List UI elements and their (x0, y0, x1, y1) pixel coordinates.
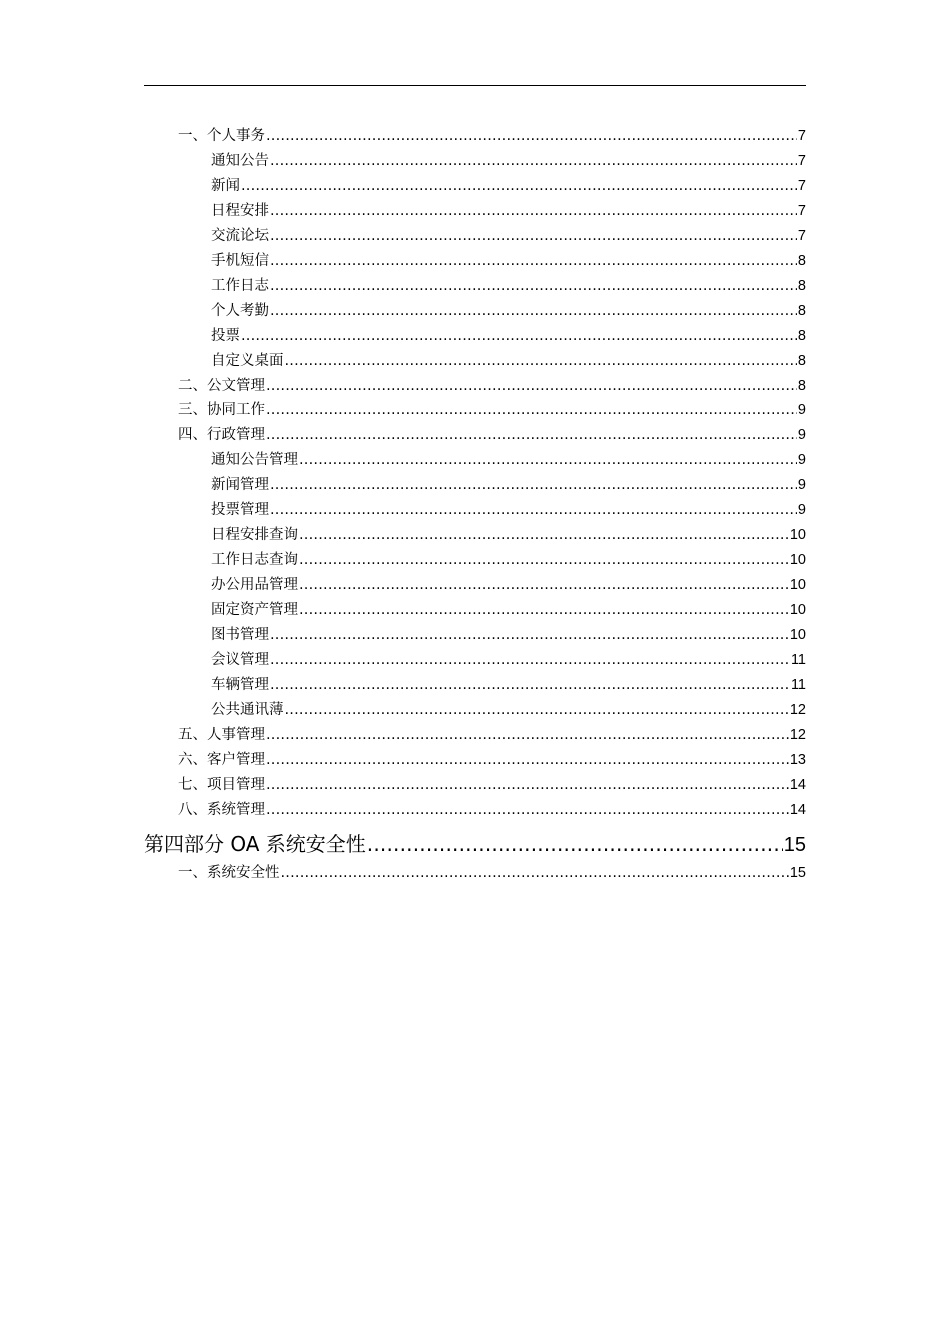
toc-section-entry[interactable] (178, 423, 806, 448)
toc-dot-leader (266, 748, 789, 773)
toc-page-number: 13 (789, 751, 806, 768)
header-rule (144, 85, 806, 86)
toc-dot-leader (270, 249, 797, 274)
toc-entry-label: 交流论坛 (211, 227, 269, 244)
toc-page-number: 7 (797, 227, 806, 244)
toc-entry-label: 通知公告管理 (211, 452, 298, 469)
toc-page-number: 15 (789, 864, 806, 881)
toc-subsection-entry[interactable] (211, 324, 806, 349)
toc-entry-label: 工作日志查询 (211, 552, 298, 569)
toc-dot-leader (241, 174, 797, 199)
toc-page-number: 8 (797, 377, 806, 394)
toc-dot-leader (266, 423, 797, 448)
toc-section-entry[interactable] (178, 798, 806, 823)
toc-entry-label: 第四部分 OA 系统安全性 (144, 831, 366, 856)
toc-entry-label: 八、系统管理 (178, 801, 265, 818)
toc-subsection-entry[interactable] (211, 523, 806, 548)
toc-subsection-entry[interactable] (211, 673, 806, 698)
toc-page-number: 9 (797, 452, 806, 469)
toc-dot-leader (299, 573, 789, 598)
toc-subsection-entry[interactable] (211, 573, 806, 598)
toc-page-number: 8 (797, 327, 806, 344)
toc-entry-label: 公共通讯薄 (211, 701, 284, 718)
toc-entry-label: 手机短信 (211, 252, 269, 269)
toc-section-entry[interactable] (178, 374, 806, 399)
toc-page-number: 8 (797, 302, 806, 319)
toc-subsection-entry[interactable] (211, 698, 806, 723)
toc-page-number: 12 (789, 701, 806, 718)
toc-section-entry[interactable] (178, 773, 806, 798)
toc-page-number: 8 (797, 252, 806, 269)
toc-dot-leader (270, 648, 790, 673)
toc-page-number: 7 (797, 152, 806, 169)
toc-dot-leader (270, 623, 789, 648)
toc-subsection-entry[interactable] (211, 149, 806, 174)
toc-dot-leader (367, 827, 783, 861)
toc-dot-leader (270, 473, 797, 498)
toc-dot-leader (241, 324, 797, 349)
toc-page-number: 7 (797, 177, 806, 194)
toc-entry-label: 个人考勤 (211, 302, 269, 319)
toc-dot-leader (299, 523, 789, 548)
toc-dot-leader (285, 349, 797, 374)
toc-subsection-entry[interactable] (211, 349, 806, 374)
toc-subsection-entry[interactable] (211, 274, 806, 299)
toc-page-number: 10 (789, 602, 806, 619)
toc-page-number: 9 (797, 477, 806, 494)
toc-section-entry[interactable] (178, 398, 806, 423)
toc-page-number: 9 (797, 427, 806, 444)
toc-page-number: 11 (790, 651, 806, 668)
toc-dot-leader (299, 548, 789, 573)
toc-subsection-entry[interactable] (211, 249, 806, 274)
toc-entry-label: 五、人事管理 (178, 726, 265, 743)
toc-page-number: 12 (789, 726, 806, 743)
toc-dot-leader (266, 374, 797, 399)
toc-page-number: 7 (797, 128, 806, 144)
toc-entry-label: 自定义桌面 (211, 352, 284, 369)
toc-entry-label: 二、公文管理 (178, 377, 265, 394)
toc-page-number: 10 (789, 527, 806, 544)
toc-page-number: 8 (797, 277, 806, 294)
toc-page-number: 14 (789, 801, 806, 818)
toc-page-number: 9 (797, 502, 806, 519)
toc-subsection-entry[interactable] (211, 548, 806, 573)
toc-section-entry[interactable] (178, 861, 806, 886)
toc-entry-label: 通知公告 (211, 152, 269, 169)
toc-entry-label: 七、项目管理 (178, 776, 265, 793)
toc-entry-label: 一、个人事务 (178, 128, 265, 144)
toc-entry-label: 四、行政管理 (178, 427, 265, 444)
toc-page-number: 7 (797, 202, 806, 219)
toc-section-entry[interactable] (178, 748, 806, 773)
toc-entry-label: 新闻 (211, 177, 240, 194)
toc-subsection-entry[interactable] (211, 648, 806, 673)
toc-subsection-entry[interactable] (211, 473, 806, 498)
toc-dot-leader (266, 398, 797, 423)
toc-dot-leader (299, 598, 789, 623)
toc-subsection-entry[interactable] (211, 199, 806, 224)
toc-entry-label: 固定资产管理 (211, 602, 298, 619)
toc-subsection-entry[interactable] (211, 448, 806, 473)
toc-dot-leader (299, 448, 797, 473)
toc-subsection-entry[interactable] (211, 623, 806, 648)
toc-dot-leader (285, 698, 789, 723)
toc-dot-leader (266, 798, 789, 823)
toc-page-number: 11 (790, 676, 806, 693)
toc-section-entry[interactable] (178, 124, 806, 149)
toc-dot-leader (270, 224, 797, 249)
toc-dot-leader (266, 723, 789, 748)
toc-page-number: 9 (797, 402, 806, 419)
toc-dot-leader (270, 673, 790, 698)
toc-dot-leader (270, 149, 797, 174)
toc-dot-leader (270, 498, 797, 523)
toc-entry-label: 日程安排 (211, 202, 269, 219)
toc-dot-leader (270, 274, 797, 299)
toc-page-number: 14 (789, 776, 806, 793)
toc-entry-label: 新闻管理 (211, 477, 269, 494)
toc-page-number: 10 (789, 627, 806, 643)
toc-entry-label: 日程安排查询 (211, 527, 298, 544)
toc-subsection-entry[interactable] (211, 598, 806, 623)
toc-page-number: 8 (797, 352, 806, 369)
toc-entry-label: 会议管理 (211, 651, 269, 668)
toc-section-entry[interactable] (178, 723, 806, 748)
toc-dot-leader (270, 199, 797, 224)
toc-subsection-entry[interactable] (211, 299, 806, 324)
toc-page-number: 15 (783, 833, 806, 856)
toc-entry-label: 图书管理 (211, 627, 269, 643)
toc-entry-label: 办公用品管理 (211, 577, 298, 594)
toc-subsection-entry[interactable] (211, 224, 806, 249)
toc-dot-leader (266, 773, 789, 798)
toc-page-number: 10 (789, 577, 806, 594)
toc-entry-label: 车辆管理 (211, 676, 269, 693)
toc-page-number: 10 (789, 552, 806, 569)
toc-entry-label: 工作日志 (211, 277, 269, 294)
toc-dot-leader (281, 861, 789, 886)
toc-dot-leader (266, 124, 797, 149)
toc-part-entry[interactable] (144, 827, 806, 861)
toc-subsection-entry[interactable] (211, 174, 806, 199)
toc-entry-label: 三、协同工作 (178, 402, 265, 419)
toc-dot-leader (270, 299, 797, 324)
toc-entry-label: 投票管理 (211, 502, 269, 519)
toc-entry-label: 六、客户管理 (178, 751, 265, 768)
toc-subsection-entry[interactable] (211, 498, 806, 523)
toc-entry-label: 投票 (211, 327, 240, 344)
toc-entry-label: 一、系统安全性 (178, 864, 280, 881)
